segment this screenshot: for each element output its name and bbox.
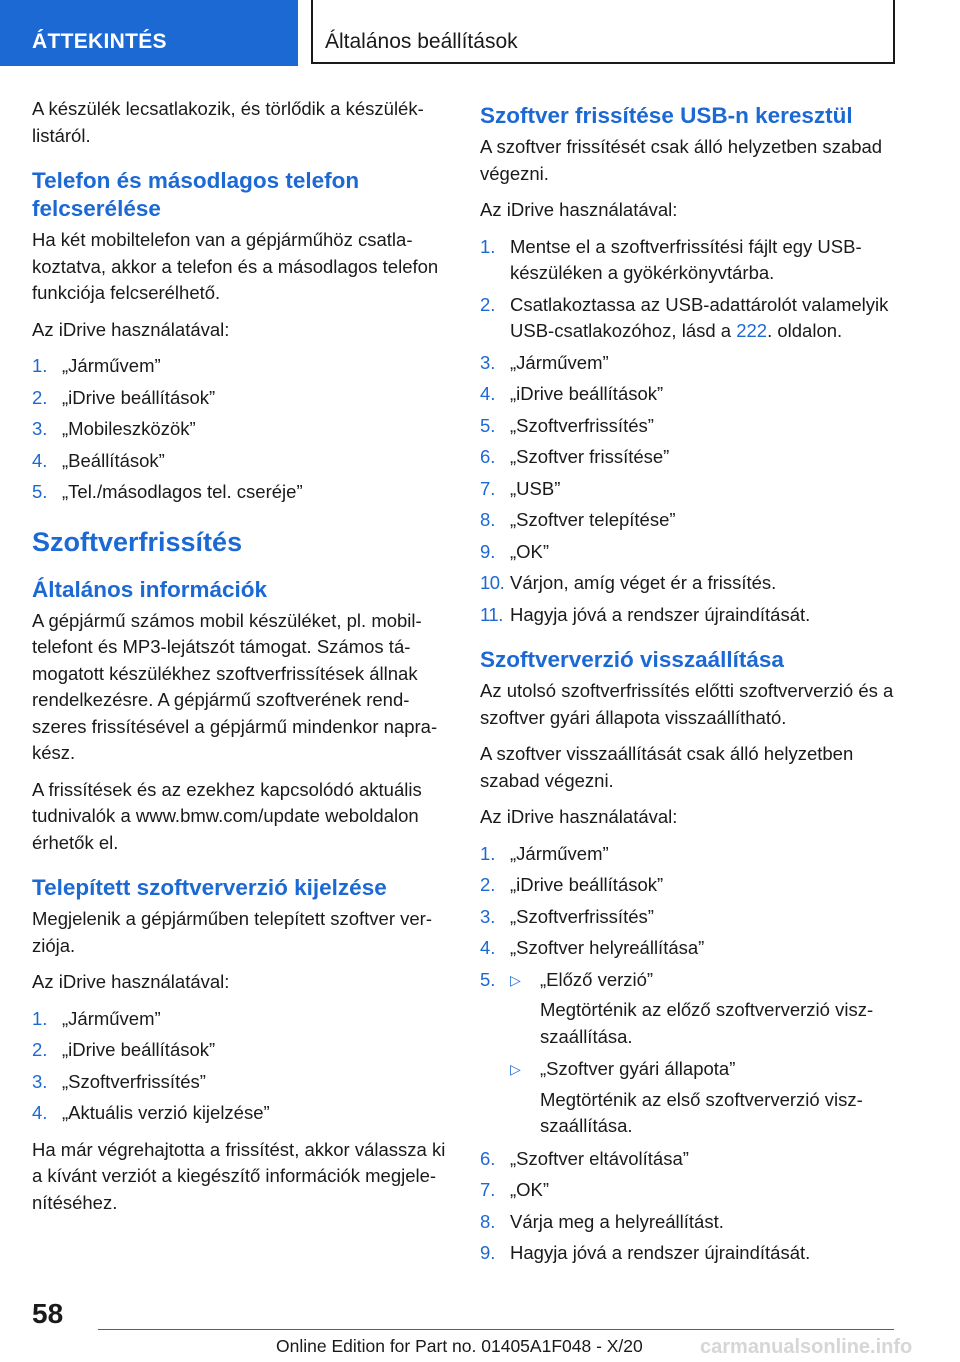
list-item: 2. Csatlakoztassa az USB-adattárolót valamelyik USB-csatlakozóhoz, lásd a 222. oldalon. bbox=[480, 293, 889, 341]
intro-text: A készülék lecsatlakozik, és törlődik a készülék-listáról. bbox=[32, 98, 424, 146]
list-item: 3. „Járművem” bbox=[480, 351, 609, 373]
version-after-text: Ha már végrehajtotta a frissítést, akkor válassza ki a kívánt verziót a kiegészítő információk megjele-nítéséhez. bbox=[32, 1138, 446, 1213]
list-item: 4. „Aktuális verzió kijelzése” bbox=[32, 1102, 270, 1123]
list-item: 1. Mentse el a szoftverfrissítési fájlt egy USB-készüléken a gyökérkönyvtárba. bbox=[480, 235, 862, 283]
option-factory: ▷ „Szoftver gyári állapota” Megtörténik az első szoftververzió visz-szaállítása. bbox=[510, 1058, 863, 1136]
general-title: Általános információk bbox=[32, 576, 268, 602]
triangle-right-outline-icon: ▷ bbox=[510, 1061, 521, 1077]
restore-text: Az utolsó szoftverfrissítés előtti szoftververzió és a szoftver gyári állapota visszaállítható. bbox=[480, 680, 894, 728]
swap-idrive: Az iDrive használatával: bbox=[32, 318, 230, 340]
list-item: 2. „iDrive beállítások” bbox=[480, 874, 664, 895]
version-idrive: Az iDrive használatával: bbox=[32, 971, 230, 992]
list-item: 5. „Tel./másodlagos tel. cseréje” bbox=[32, 481, 303, 502]
list-item: 11. Hagyja jóvá a rendszer újraindítását. bbox=[480, 603, 811, 625]
list-item: 2. „iDrive beállítások” bbox=[32, 1039, 216, 1060]
list-item: 9. Hagyja jóvá a rendszer újraindítását. bbox=[480, 1242, 811, 1263]
list-item: 4. „Szoftver helyreállítása” bbox=[480, 937, 705, 958]
restore-idrive: Az iDrive használatával: bbox=[480, 806, 678, 827]
swap-steps bbox=[32, 353, 448, 506]
list-item: 7. „USB” bbox=[480, 477, 561, 499]
list-item: 3. „Mobileszközök” bbox=[32, 418, 196, 439]
page-number: 58 bbox=[32, 1298, 64, 1329]
usb-title: Szoftver frissítése USB-n keresztül bbox=[480, 103, 853, 128]
list-item: 5. ▷ „Előző verzió” Megtörténik az előző szoftververzió visz-szaállítása. ▷ „Szoftver gyári állapota” Megtörténik az első szoftververzió visz-szaállítása. bbox=[480, 967, 896, 1140]
list-item: 1. „Járművem” bbox=[32, 355, 161, 376]
restore-options bbox=[510, 967, 896, 1140]
general-update-text: A frissítések és az ezekhez kapcsolódó aktuális tudnivalók a www.bmw.com/update weboldalon érhetők el. bbox=[32, 778, 422, 853]
list-item: 10. Várjon, amíg véget ér a frissítés. bbox=[480, 572, 777, 593]
list-item: 1. „Járművem” bbox=[480, 842, 609, 864]
list-item: 6. „Szoftver frissítése” bbox=[480, 446, 670, 467]
version-steps bbox=[32, 1006, 448, 1127]
page-heading: Általános beállítások bbox=[311, 0, 895, 64]
list-item: 2. „iDrive beállítások” bbox=[32, 386, 216, 408]
list-item: 8. „Szoftver telepítése” bbox=[480, 509, 676, 530]
usb-text: A szoftver frissítését csak álló helyzetben szabad végezni. bbox=[480, 136, 883, 184]
list-item: 1. „Járművem” bbox=[32, 1007, 161, 1029]
watermark: carmanualsonline.info bbox=[700, 1336, 913, 1358]
swap-text: Ha két mobiltelefon van a gépjárműhöz csatla-koztatva, akkor a telefon és a másodlagos telefon funkciója felcserélhető. bbox=[32, 229, 439, 303]
list-item: 4. „Beállítások” bbox=[32, 449, 165, 471]
left-column bbox=[32, 96, 448, 1226]
list-item: 4. „iDrive beállítások” bbox=[480, 383, 664, 404]
right-column bbox=[480, 102, 896, 1277]
list-item: 8. Várja meg a helyreállítást. bbox=[480, 1210, 724, 1232]
swap-title: Telefon és másodlagos telefon felcserélése bbox=[32, 168, 360, 221]
list-item: 9. „OK” bbox=[480, 540, 550, 562]
restore-condition-text: A szoftver visszaállítását csak álló helyzetben szabad végezni. bbox=[480, 743, 854, 791]
footer-divider bbox=[98, 1329, 894, 1330]
page-header bbox=[0, 0, 960, 66]
list-item: 3. „Szoftverfrissítés” bbox=[480, 905, 654, 927]
list-item: 6. „Szoftver eltávolítása” bbox=[480, 1147, 689, 1169]
option-previous: ▷ „Előző verzió” Megtörténik az előző szoftververzió visz-szaállítása. bbox=[510, 968, 874, 1047]
edition-text: Online Edition for Part no. 01405A1F048 - X/20 bbox=[276, 1336, 643, 1356]
triangle-right-outline-icon: ▷ bbox=[510, 971, 521, 988]
usb-idrive: Az iDrive használatával: bbox=[480, 199, 678, 220]
general-text: A gépjármű számos mobil készüléket, pl. mobil-telefont és MP3-lejátszót támogat. Számos tá-mogatott készülékhez szoftverfrissítések állnak rendelkezésre. A gépjármű szoftverének rend-szeres frissítésével a gépjármű mindenkor napra-kész. bbox=[32, 609, 438, 763]
restore-title: Szoftververzió visszaállítása bbox=[480, 647, 784, 672]
list-item: 3. „Szoftverfrissítés” bbox=[32, 1070, 206, 1092]
restore-steps bbox=[480, 841, 896, 1267]
list-item: 7. „OK” bbox=[480, 1179, 550, 1200]
version-text: Megjelenik a gépjárműben telepített szoftver ver-ziója. bbox=[32, 908, 433, 956]
main-title: Szoftverfrissítés bbox=[32, 526, 243, 557]
section-tab[interactable]: ÁTTEKINTÉS bbox=[0, 0, 298, 66]
page-link[interactable]: 222 bbox=[736, 320, 768, 341]
usb-steps bbox=[480, 234, 896, 629]
list-item: 5. „Szoftverfrissítés” bbox=[480, 414, 654, 436]
version-title: Telepített szoftververzió kijelzése bbox=[32, 875, 387, 900]
